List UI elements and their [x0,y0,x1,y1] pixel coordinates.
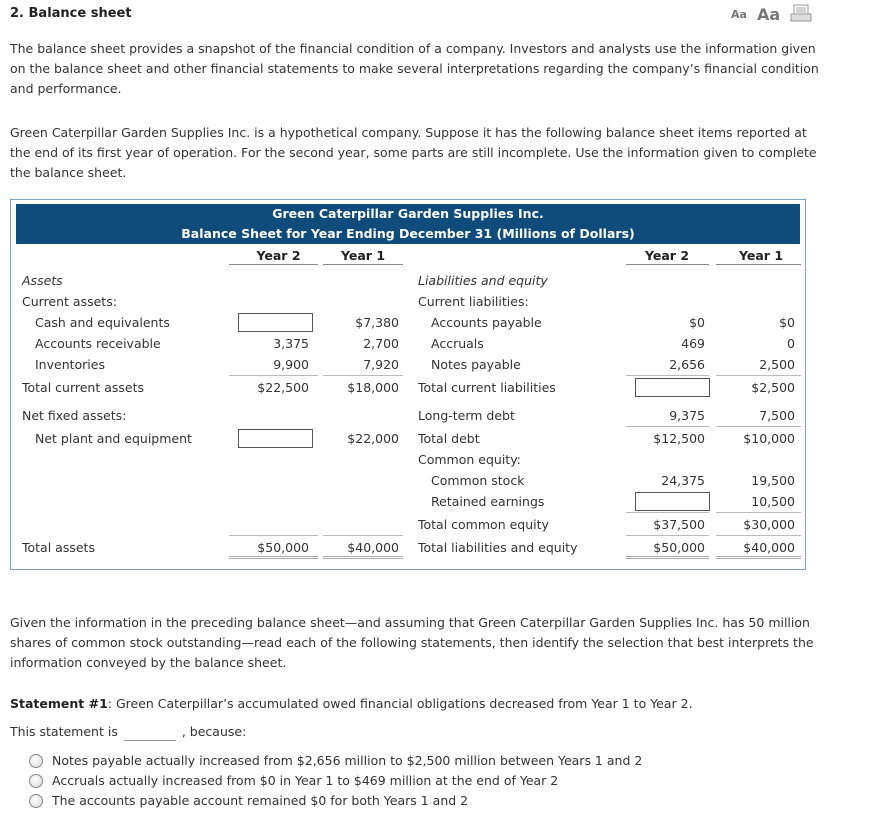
this-statement-text: This statement is [10,724,118,739]
cash-year2-input[interactable] [238,313,313,332]
col-year2-assets: Year 2 [256,248,301,263]
ar-year2: 3,375 [273,336,309,351]
cash-label: Cash and equivalents [35,315,170,330]
ltd-label: Long-term debt [418,408,515,423]
company-name: Green Caterpillar Garden Supplies Inc. [272,206,544,221]
inventories-year2: 9,900 [273,357,309,372]
option-3-label: The accounts payable account remained $0 for both Years 1 and 2 [52,793,469,808]
inventories-year1: 7,920 [363,357,399,372]
npe-year1: $22,000 [347,431,399,446]
because-text: , because: [181,724,247,739]
font-size-small-button[interactable]: Aa [731,8,747,21]
accruals-label: Accruals [431,336,484,351]
tca-label: Total current assets [22,380,145,395]
tce-year2: $37,500 [653,517,705,532]
option-2-label: Accruals actually increased from $0 in Year 1 to $469 million at the end of Year 2 [52,773,559,788]
tce-label: Total common equity [418,517,549,532]
current-liab-heading: Current liabilities: [418,294,529,309]
ar-year1: 2,700 [363,336,399,351]
statement-1 [10,695,693,713]
ap-year1: $0 [779,315,795,330]
ap-year2: $0 [689,315,705,330]
cs-year1: 19,500 [751,473,795,488]
total-assets-label: Total assets [22,540,95,555]
total-assets-year2: $50,000 [257,540,309,555]
tca-year2: $22,500 [257,380,309,395]
ltd-year2: 9,375 [669,408,705,423]
inventories-label: Inventories [35,357,105,372]
section-title: 2. Balance sheet [10,6,132,21]
question-prompt: Given the information in the preceding balance sheet—and assuming that Green Caterpillar Garden Supplies Inc. has 50 million shares of common stock outstanding—read each of the following statements, then identify the selection that best interprets the information conveyed by the balance sheet. [10,615,814,670]
ce-heading: Common equity: [418,452,521,467]
re-label: Retained earnings [431,494,545,509]
tcl-year1: $2,500 [751,380,795,395]
radio-button[interactable] [29,754,43,768]
liab-heading: Liabilities and equity [418,273,548,288]
col-year1-liab: Year 1 [738,248,784,263]
ar-label: Accounts receivable [35,336,161,351]
nfa-heading: Net fixed assets: [22,408,127,423]
col-year1-assets: Year 1 [340,248,386,263]
npe-label: Net plant and equipment [35,431,192,446]
np-label: Notes payable [431,357,521,372]
radio-button[interactable] [29,774,43,788]
statement-text: : Green Caterpillar’s accumulated owed financial obligations decreased from Year 1 to Year 2. [107,696,693,711]
cs-label: Common stock [431,473,525,488]
col-year2-liab: Year 2 [644,248,690,263]
np-year1: 2,500 [759,357,795,372]
tcl-label: Total current liabilities [418,380,556,395]
balance-sheet-table [10,199,806,570]
tce-year1: $30,000 [743,517,795,532]
font-tools [731,4,812,25]
current-assets-heading: Current assets: [22,294,117,309]
td-year2: $12,500 [653,431,705,446]
balance-sheet-header [16,204,800,244]
npe-year2-input[interactable] [238,429,313,448]
statement-dropdown[interactable] [124,729,176,741]
ltd-year1: 7,500 [759,408,795,423]
np-year2: 2,656 [669,357,705,372]
option-1[interactable] [29,753,642,768]
cs-year2: 24,375 [661,473,705,488]
cash-year1: $7,380 [355,315,399,330]
accruals-year1: 0 [787,336,795,351]
tle-year1: $40,000 [743,540,795,555]
tle-label: Total liabilities and equity [418,540,578,555]
option-2[interactable] [29,773,558,788]
assets-heading: Assets [22,273,63,288]
sheet-subtitle: Balance Sheet for Year Ending December 31 (Millions of Dollars) [181,226,635,241]
tca-year1: $18,000 [347,380,399,395]
re-year1: 10,500 [751,494,795,509]
td-year1: $10,000 [743,431,795,446]
intro-paragraph-1: The balance sheet provides a snapshot of the financial condition of a company. Investors and analysts use the information given on the balance sheet and other financial statements to make several interpretations regarding the company’s financial condition and performance. [10,41,819,96]
intro-paragraph-2: Green Caterpillar Garden Supplies Inc. is a hypothetical company. Suppose it has the following balance sheet items reported at the end of its first year of operation. For the second year, some parts are still incomplete. Use the information given to complete the balance sheet. [10,125,817,180]
total-assets-year1: $40,000 [347,540,399,555]
re-year2-input[interactable] [635,492,710,511]
answer-line [10,723,246,741]
tle-year2: $50,000 [653,540,705,555]
ap-label: Accounts payable [431,315,542,330]
td-label: Total debt [418,431,480,446]
accruals-year2: 469 [681,336,705,351]
tcl-year2-input[interactable] [635,378,710,397]
statement-label: Statement #1 [10,696,108,711]
font-size-large-button[interactable]: Aa [756,5,781,24]
print-icon[interactable] [790,4,812,25]
option-3[interactable] [29,793,468,808]
radio-button[interactable] [29,794,43,808]
option-1-label: Notes payable actually increased from $2,656 million to $2,500 million between Years 1 and 2 [52,753,643,768]
